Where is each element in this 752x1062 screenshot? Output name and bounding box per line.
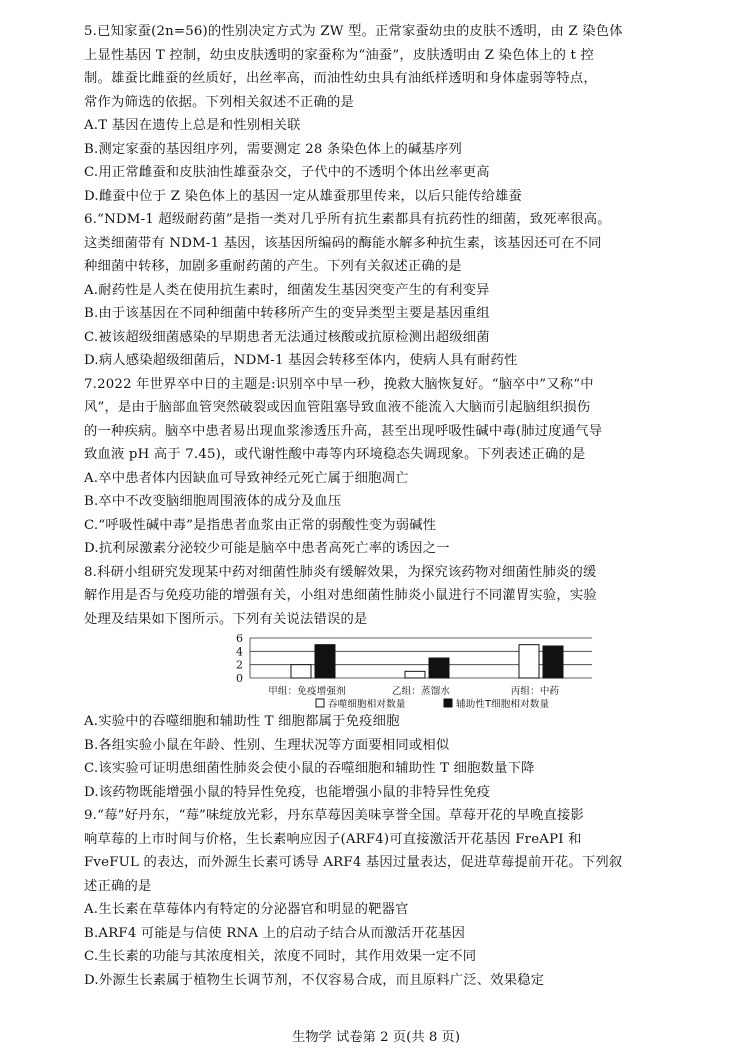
question-7-option-c: C.“呼吸性碱中毒”是指患者血浆由正常的弱酸性变为弱碱性 — [84, 517, 437, 533]
question-9-line: 9.“莓”好丹东，“莓”味绽放光彩，丹东草莓因美味享誉全国。草莓开花的早晚直接影 — [84, 808, 584, 823]
x-category-label: 丙组：中药 — [510, 686, 560, 697]
question-5-line: 5.已知家蚕(2n=56)的性别决定方式为 ZW 型。正常家蚕幼虫的皮肤不透明，由 Z 染色体 — [84, 24, 623, 39]
bar — [543, 646, 563, 678]
question-9-option-d: D.外源生长素属于植物生长调节剂，不仅容易合成，而且原料广泛、效果稳定 — [84, 972, 545, 988]
page-footer: 生物学 试卷第 2 页(共 8 页) — [291, 1030, 461, 1045]
legend-label: 吞噬细胞相对数量 — [328, 699, 406, 708]
y-tick-label: 2 — [236, 658, 244, 672]
question-7 — [84, 373, 684, 561]
question-5-line: 制。雄蚕比雌蚕的丝质好，出丝率高，而油性幼虫具有油纸样透明和身体虚弱等特点， — [84, 71, 597, 86]
question-8-option-b: B.各组实验小鼠在年龄、性别、生理状况等方面要相同或相似 — [84, 737, 450, 753]
bar — [429, 658, 449, 678]
question-6 — [84, 208, 684, 373]
question-5-option-c: C.用正常雌蚕和皮肤油性雄蚕杂交，子代中的不透明个体出丝率更高 — [84, 165, 490, 180]
question-6-line: 6.“NDM-1 超级耐药菌”是指一类对几乎所有抗生素都具有抗药性的细菌，致死率很高。 — [84, 212, 611, 227]
question-8-option-c: C.该实验可证明患细菌性肺炎会使小鼠的吞噬细胞和辅助性 T 细胞数量下降 — [84, 761, 535, 776]
question-6-option-b: B.由于该基因在不同种细菌中转移所产生的变异类型主要是基因重组 — [84, 306, 490, 321]
question-9-option-b: B.ARF4 可能是与信使 RNA 上的启动子结合从而激活开花基因 — [84, 925, 466, 941]
bar-chart-svg — [224, 634, 596, 708]
question-8 — [84, 561, 684, 805]
legend-swatch — [316, 699, 324, 707]
x-category-label: 甲组：免疫增强剂 — [268, 686, 346, 697]
bar — [315, 645, 335, 678]
question-7-option-a: A.卒中患者体内因缺血可导致神经元死亡属于细胞凋亡 — [84, 470, 409, 486]
bar — [519, 645, 539, 678]
question-9-line: FveFUL 的表达，而外源生长素可诱导 ARF4 基因过量表达，促进草莓提前开花。下列叙 — [84, 855, 623, 870]
y-tick-label: 0 — [236, 672, 244, 685]
question-8-option-a: A.实验中的吞噬细胞和辅助性 T 细胞都属于免疫细胞 — [84, 714, 400, 729]
question-7-line: 的一种疾病。脑卒中患者易出现血浆渗透压升高，甚至出现呼吸性碱中毒(肺过度通气导 — [84, 423, 603, 439]
question-8-line: 解作用是否与免疫功能的增强有关，小组对患细菌性肺炎小鼠进行不同灌胃实验，实验 — [84, 588, 597, 603]
exam-content — [84, 20, 684, 992]
question-9-line: 响草莓的上市时间与价格，生长素响应因子(ARF4)可直接激活开花基因 FreAPI 和 — [84, 831, 582, 847]
question-6-line: 种细菌中转移，加剧多重耐药菌的产生。下列有关叙述正确的是 — [84, 259, 462, 274]
question-5-line: 上显性基因 T 控制，幼虫皮肤透明的家蚕称为“油蚕”，皮肤透明由 Z 染色体上的 t 控 — [84, 47, 595, 63]
question-8-option-d: D.该药物既能增强小鼠的特异性免疫，也能增强小鼠的非特异性免疫 — [84, 784, 491, 800]
question-5-line: 常作为筛选的依据。下列相关叙述不正确的是 — [84, 94, 354, 110]
question-5-option-d: D.雌蚕中位于 Z 染色体上的基因一定从雄蚕那里传来，以后只能传给雄蚕 — [84, 188, 523, 204]
question-9-line: 述正确的是 — [84, 878, 152, 894]
question-6-option-c: C.被该超级细菌感染的早期患者无法通过核酸或抗原检测出超级细菌 — [84, 329, 490, 345]
question-7-line: 风”，是由于脑部血管突然破裂或因血管阻塞导致血液不能流入大脑而引起脑组织损伤 — [84, 400, 591, 415]
question-9-option-c: C.生长素的功能与其浓度相关，浓度不同时，其作用效果一定不同 — [84, 949, 477, 964]
question-7-option-d: D.抗利尿激素分泌较少可能是脑卒中患者高死亡率的诱因之一 — [84, 541, 450, 556]
bar — [405, 671, 425, 678]
question-6-option-a: A.耐药性是人类在使用抗生素时，细菌发生基因突变产生的有利变异 — [84, 282, 490, 298]
question-5-option-a: A.T 基因在遗传上总是和性别相关联 — [84, 118, 301, 133]
question-8-line: 处理及结果如下图所示。下列有关说法错误的是 — [84, 611, 368, 627]
question-9 — [84, 804, 684, 992]
question-7-option-b: B.卒中不改变脑细胞周围液体的成分及血压 — [84, 494, 342, 509]
question-7-line: 7.2022 年世界卒中日的主题是:识别卒中早一秒，挽救大脑恢复好。“脑卒中”又称“中 — [84, 376, 594, 392]
legend-swatch — [444, 699, 452, 707]
question-5-option-b: B.测定家蚕的基因组序列，需要测定 28 条染色体上的碱基序列 — [84, 141, 462, 157]
question-8-line: 8.科研小组研究发现某中药对细菌性肺炎有缓解效果，为探究该药物对细菌性肺炎的缓 — [84, 564, 597, 580]
bar-chart — [224, 634, 596, 708]
legend-label: 辅助性T细胞相对数量 — [456, 699, 550, 708]
x-category-label: 乙组：蒸馏水 — [391, 686, 451, 697]
y-tick-label: 4 — [236, 645, 244, 659]
y-tick-label: 6 — [236, 634, 244, 645]
question-6-line: 这类细菌带有 NDM-1 基因，该基因所编码的酶能水解多种抗生素，该基因还可在不同 — [84, 235, 602, 251]
question-5 — [84, 20, 684, 208]
question-6-option-d: D.病人感染超级细菌后，NDM-1 基因会转移至体内，使病人具有耐药性 — [84, 353, 518, 368]
question-7-line: 致血液 pH 高于 7.45)，或代谢性酸中毒等内环境稳态失调现象。下列表述正确的是 — [84, 447, 586, 462]
bar — [291, 665, 311, 678]
question-9-option-a: A.生长素在草莓体内有特定的分泌器官和明显的靶器官 — [84, 902, 409, 917]
